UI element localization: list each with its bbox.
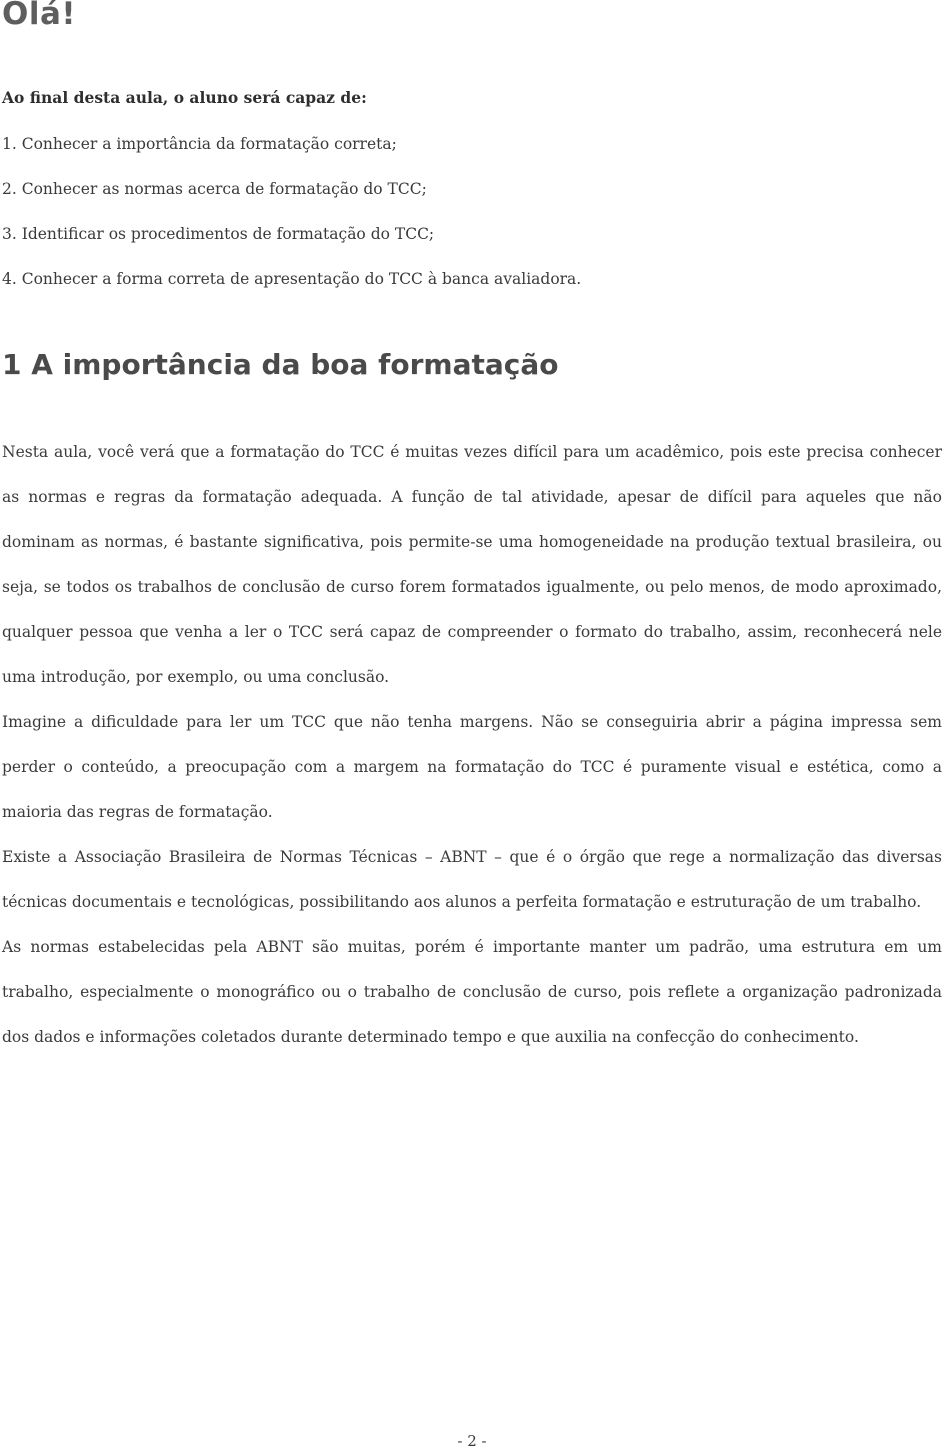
body-paragraph: Existe a Associação Brasileira de Normas Técnicas – ABNT – que é o órgão que rege a normalização das diversas técnicas documentais e tecnológicas, possibilitando aos alunos a perfeita formatação e estruturação de um trabalho. (2, 848, 942, 911)
body-paragraph: Nesta aula, você verá que a formatação do TCC é muitas vezes difícil para um acadêmico, pois este precisa conhecer as normas e regras da formatação adequada. A função de tal atividade, apesar de difícil para aqueles que não dominam as normas, é bastante significativa, pois permite-se uma homogeneidade na produção textual brasileira, ou seja, se todos os trabalhos de conclusão de curso forem formatados igualmente, ou pelo menos, de modo aproximado, qualquer pessoa que venha a ler o TCC será capaz de compreender o formato do trabalho, assim, reconhecerá nele uma introdução, por exemplo, ou uma conclusão. (2, 443, 942, 686)
section-heading: 1 A importância da boa formatação (2, 348, 559, 381)
section-body (2, 430, 942, 1060)
body-paragraph: Imagine a dificuldade para ler um TCC que não tenha margens. Não se conseguiria abrir a página impressa sem perder o conteúdo, a preocupação com a margem na formatação do TCC é puramente visual e estética, como a maioria das regras de formatação. (2, 713, 942, 821)
objectives-heading: Ao final desta aula, o aluno será capaz de: (2, 88, 367, 107)
objective-item: 2. Conhecer as normas acerca de formatação do TCC; (2, 180, 427, 198)
objective-item: 1. Conhecer a importância da formatação correta; (2, 135, 397, 153)
objectives-list (2, 133, 581, 313)
page-number: - 2 - (457, 1432, 487, 1450)
objective-item: 3. Identificar os procedimentos de formatação do TCC; (2, 225, 435, 243)
objective-item: 4. Conhecer a forma correta de apresentação do TCC à banca avaliadora. (2, 270, 582, 288)
greeting-title: Olá! (2, 0, 77, 32)
body-paragraph: As normas estabelecidas pela ABNT são muitas, porém é importante manter um padrão, uma estrutura em um trabalho, especialmente o monográfico ou o trabalho de conclusão de curso, pois reflete a organização padronizada dos dados e informações coletados durante determinado tempo e que auxilia na confecção do conhecimento. (2, 938, 942, 1046)
